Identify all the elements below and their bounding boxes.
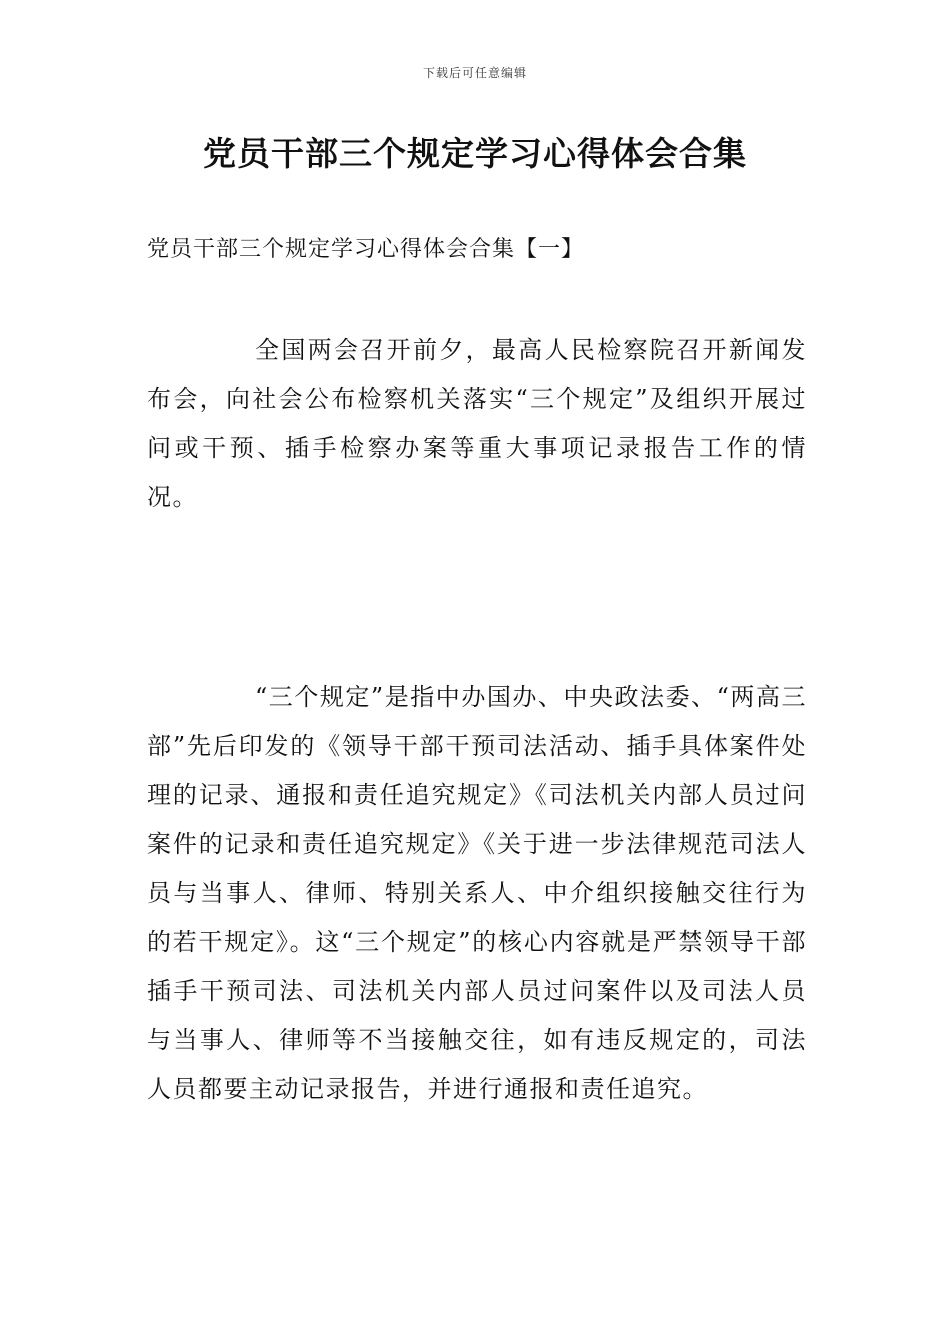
paragraph-2: “三个规定”是指中办国办、中央政法委、“两高三部”先后印发的《领导干部干预司法活动、插手具体案件处理的记录、通报和责任追究规定》《司法机关内部人员过问案件的记录和责任追究规定》《关于进一步法律规范司法人员与当事人、律师、特别关系人、中介组织接触交往行为的若干规定》。这“三个规定”的核心内容就是严禁领导干部插手干预司法、司法机关内部人员过问案件以及司法人员与当事人、律师等不当接触交往，如有违反规定的，司法人员都要主动记录报告，并进行通报和责任追究。: [147, 683, 807, 1103]
section-heading: 党员干部三个规定学习心得体会合集【一】: [147, 237, 585, 262]
header-note: 下载后可任意编辑: [422, 66, 527, 80]
document-title: 党员干部三个规定学习心得体会合集: [203, 134, 747, 173]
paragraph-1: 全国两会召开前夕，最高人民检察院召开新闻发布会，向社会公布检察机关落实“三个规定”及组织开展过问或干预、插手检察办案等重大事项记录报告工作的情况。: [147, 336, 807, 511]
